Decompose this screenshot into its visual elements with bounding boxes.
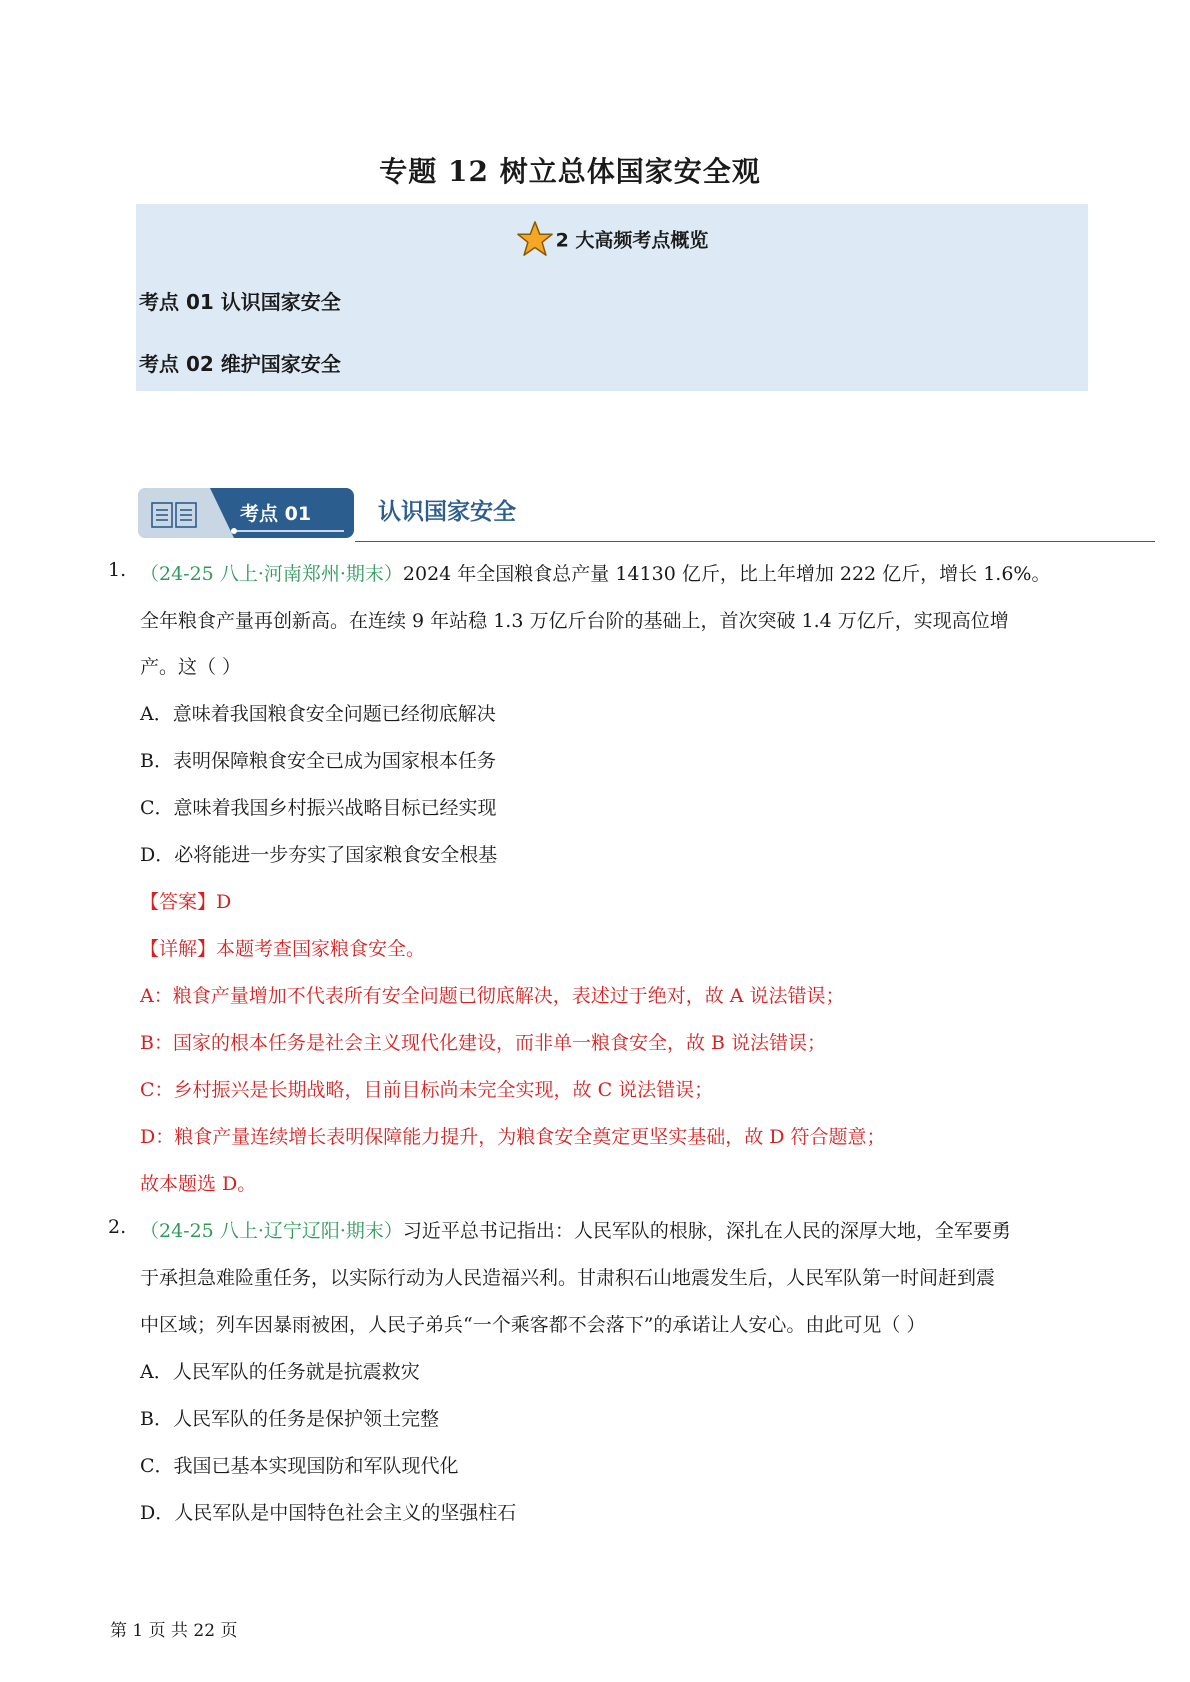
overview-item-2: 考点 02 维护国家安全 bbox=[139, 352, 341, 376]
question-1-analysis-6: 故本题选 D。 bbox=[140, 1173, 257, 1195]
star-icon bbox=[516, 220, 554, 258]
question-1-answer: 【答案】D bbox=[140, 891, 232, 913]
page-footer: 第 1 页 共 22 页 bbox=[110, 1621, 238, 1641]
question-1-analysis-1: 【详解】本题考查国家粮食安全。 bbox=[140, 938, 426, 960]
question-2-option-b: B．人民军队的任务是保护领土完整 bbox=[140, 1408, 439, 1430]
question-1-analysis-4: C：乡村振兴是长期战略，目前目标尚未完全实现，故 C 说法错误； bbox=[140, 1079, 714, 1101]
question-1-option-a: A．意味着我国粮食安全问题已经彻底解决 bbox=[140, 703, 496, 725]
question-2-stem-line-2: 于承担急难险重任务，以实际行动为人民造福兴利。甘肃积石山地震发生后，人民军队第一时间赶到震 bbox=[140, 1267, 996, 1289]
question-1-analysis-3: B：国家的根本任务是社会主义现代化建设，而非单一粮食安全，故 B 说法错误； bbox=[140, 1032, 827, 1054]
question-2-stem-line-3: 中区域；列车因暴雨被困，人民子弟兵“一个乘客都不会落下”的承诺让人安心。由此可见（ ） bbox=[140, 1314, 926, 1336]
question-2-stem-line-1 bbox=[140, 1216, 1011, 1243]
question-1-number: 1. bbox=[108, 559, 127, 581]
question-1-source: （24-25 八上·河南郑州·期末） bbox=[140, 563, 403, 585]
question-2-option-a: A．人民军队的任务就是抗震救灾 bbox=[140, 1361, 420, 1383]
section-banner bbox=[138, 486, 354, 540]
overview-item-1: 考点 01 认识国家安全 bbox=[139, 290, 341, 314]
question-2-stem-text-1: 习近平总书记指出：人民军队的根脉，深扎在人民的深厚大地，全军要勇 bbox=[402, 1220, 1011, 1242]
question-2-number: 2. bbox=[108, 1216, 127, 1238]
question-2-option-c: C．我国已基本实现国防和军队现代化 bbox=[140, 1455, 459, 1477]
question-1-option-c: C．意味着我国乡村振兴战略目标已经实现 bbox=[140, 797, 497, 819]
section-divider bbox=[355, 541, 1155, 542]
question-1-stem-line-1 bbox=[140, 559, 1050, 586]
overview-box bbox=[136, 204, 1088, 391]
section-title: 认识国家安全 bbox=[378, 499, 516, 525]
question-1-option-b: B．表明保障粮食安全已成为国家根本任务 bbox=[140, 750, 496, 772]
section-badge: 考点 01 bbox=[240, 503, 312, 525]
question-1-analysis-2: A：粮食产量增加不代表所有安全问题已彻底解决，表述过于绝对，故 A 说法错误； bbox=[140, 985, 845, 1007]
question-1-analysis-5: D：粮食产量连续增长表明保障能力提升，为粮食安全奠定更坚实基础，故 D 符合题意； bbox=[140, 1126, 886, 1148]
question-1-option-d: D．必将能进一步夯实了国家粮食安全根基 bbox=[140, 844, 498, 866]
question-2-option-d: D．人民军队是中国特色社会主义的坚强柱石 bbox=[140, 1502, 517, 1524]
overview-heading-text: 2 大高频考点概览 bbox=[555, 229, 709, 252]
question-2-source: （24-25 八上·辽宁辽阳·期末） bbox=[140, 1220, 403, 1242]
question-1-stem-line-2: 全年粮食产量再创新高。在连续 9 年站稳 1.3 万亿斤台阶的基础上，首次突破 1.4 万亿斤，实现高位增 bbox=[140, 610, 1009, 632]
overview-heading bbox=[136, 220, 1088, 258]
question-1-stem-text-1: 2024 年全国粮食总产量 14130 亿斤，比上年增加 222 亿斤，增长 1.6%。 bbox=[402, 563, 1051, 585]
question-1-stem-line-3: 产。这（ ） bbox=[140, 656, 242, 678]
page-title: 专题 12 树立总体国家安全观 bbox=[379, 155, 761, 188]
